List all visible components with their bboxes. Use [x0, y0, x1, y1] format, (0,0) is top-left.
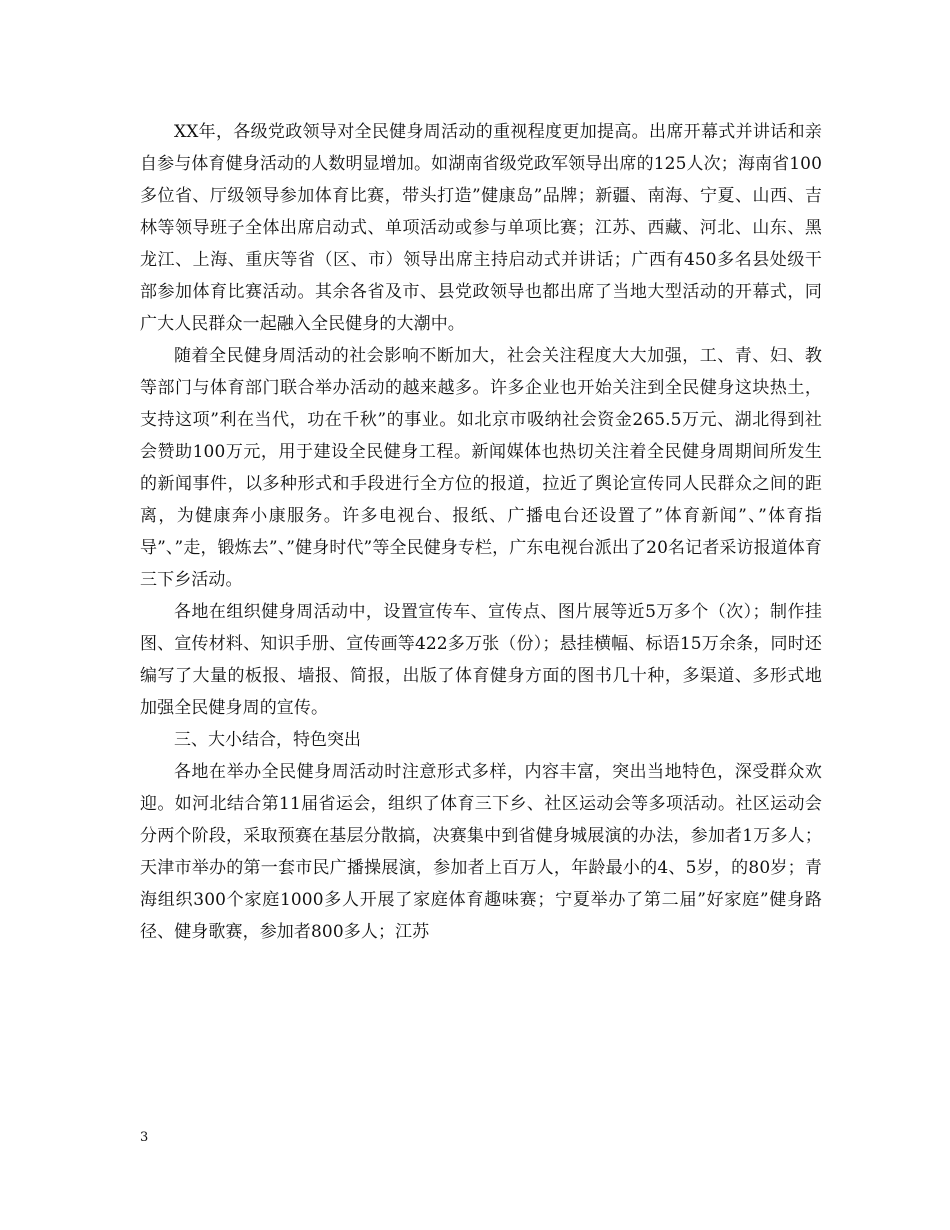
- paragraph-local-features: 各地在举办全民健身周活动时注意形式多样，内容丰富，突出当地特色，深受群众欢迎。如河北结合第11届省运会，组织了体育三下乡、社区运动会等多项活动。社区运动会分两个阶段，采取预赛在基层分散搞，决赛集中到省健身城展演的办法，参加者1万多人；天津市举办的第一套市民广播操展演，参加者上百万人，年龄最小的4、5岁，的80岁；青海组织300个家庭1000多人开展了家庭体育趣味赛；宁夏举办了第二届”好家庭”健身路径、健身歌赛，参加者800多人；江苏: [140, 762, 822, 942]
- document-body: [140, 116, 822, 948]
- paragraph-social-attention: 随着全民健身周活动的社会影响不断加大，社会关注程度大大加强，工、青、妇、教等部门与体育部门联合举办活动的越来越多。许多企业也开始关注到全民健身这块热土，支持这项”利在当代，功在千秋”的事业。如北京市吸纳社会资金265.5万元、湖北得到社会赞助100万元，用于建设全民健身工程。新闻媒体也热切关注着全民健身周期间所发生的新闻事件，以多种形式和手段进行全方位的报道，拉近了舆论宣传同人民群众之间的距离，为健康奔小康服务。许多电视台、报纸、广播电台还设置了”体育新闻”、”体育指导”、”走，锻炼去”、”健身时代”等全民健身专栏，广东电视台派出了20名记者采访报道体育三下乡活动。: [140, 346, 822, 590]
- page-number: 3: [140, 1130, 149, 1145]
- paragraph-leadership: XX年，各级党政领导对全民健身周活动的重视程度更加提高。出席开幕式并讲话和亲自参与体育健身活动的人数明显增加。如湖南省级党政军领导出席的125人次；海南省100多位省、厅级领导参加体育比赛，带头打造”健康岛”品牌；新疆、南海、宁夏、山西、吉林等领导班子全体出席启动式、单项活动或参与单项比赛；江苏、西藏、河北、山东、黑龙江、上海、重庆等省（区、市）领导出席主持启动式并讲话；广西有450多名县处级干部参加体育比赛活动。其余各省及市、县党政领导也都出席了当地大型活动的开幕式，同广大人民群众一起融入全民健身的大潮中。: [140, 122, 822, 334]
- paragraph-publicity: 各地在组织健身周活动中，设置宣传车、宣传点、图片展等近5万多个（次）；制作挂图、宣传材料、知识手册、宣传画等422多万张（份）；悬挂横幅、标语15万余条，同时还编写了大量的板报、墙报、简报，出版了体育健身方面的图书几十种，多渠道、多形式地加强全民健身周的宣传。: [140, 602, 822, 718]
- section-heading: 三、大小结合，特色突出: [174, 730, 361, 750]
